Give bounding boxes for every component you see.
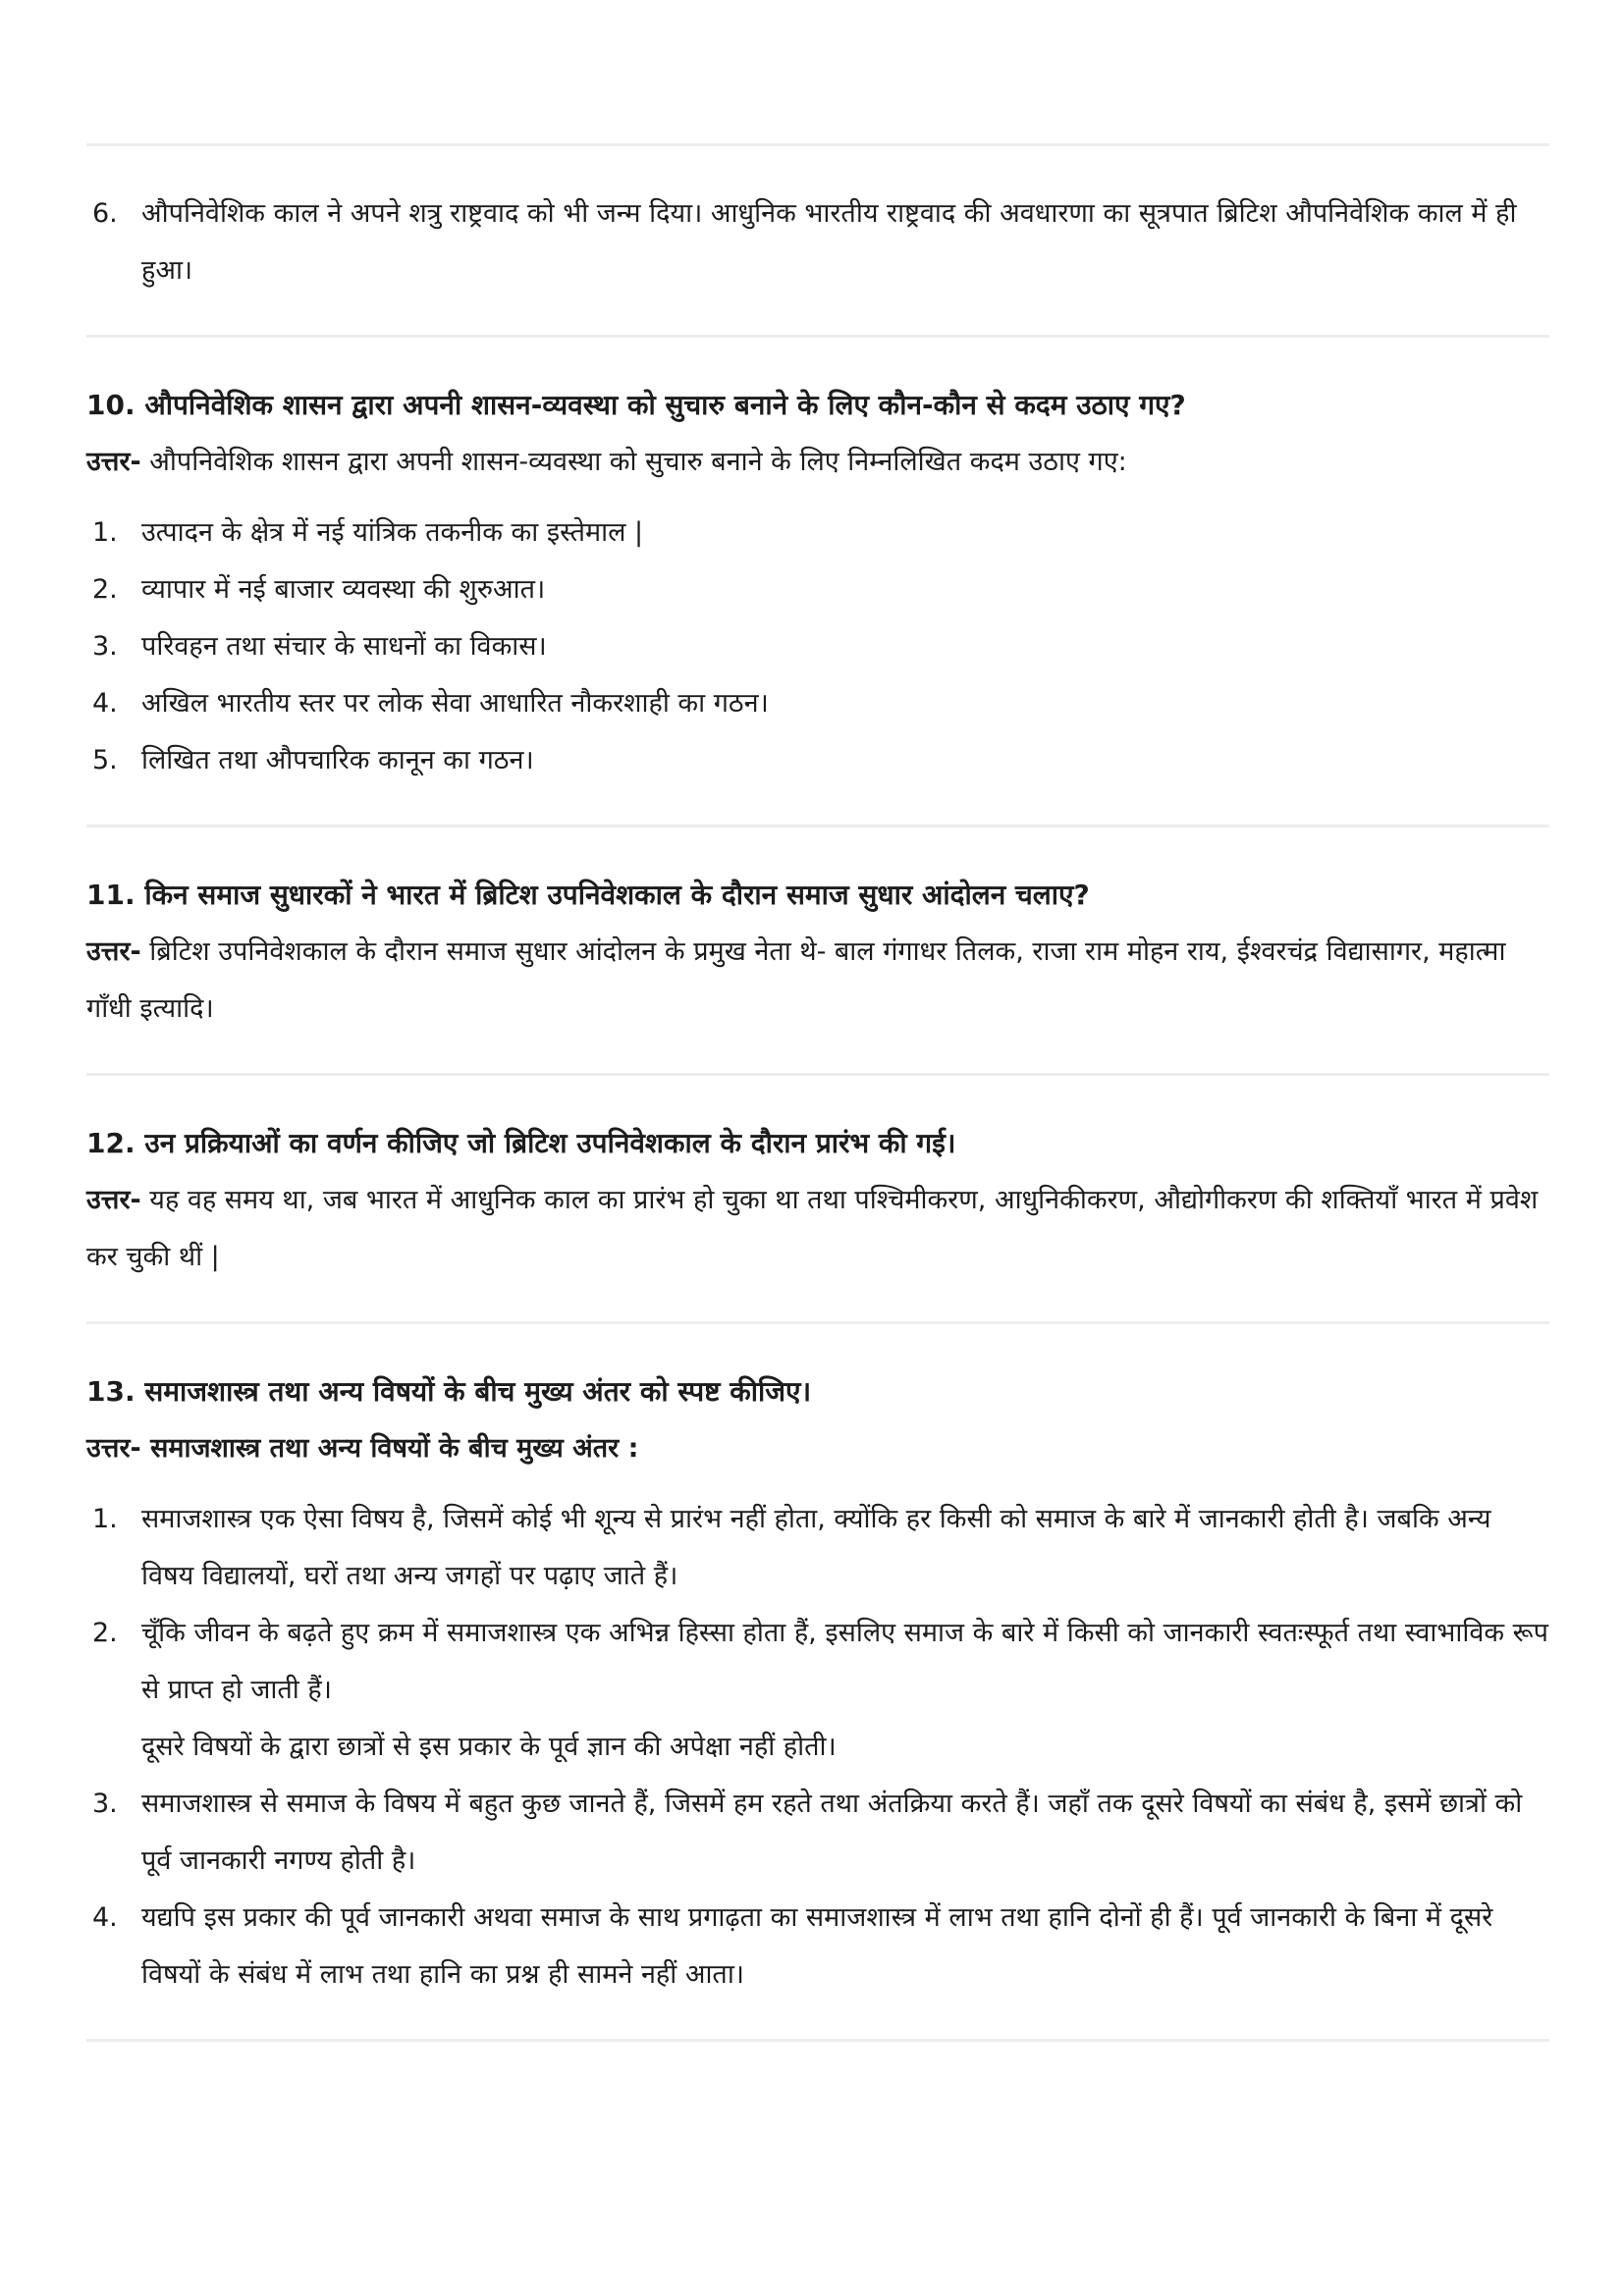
list-item bbox=[86, 505, 1549, 561]
question-heading: 13. समाजशास्त्र तथा अन्य विषयों के बीच मुख्य अंतर को स्पष्ट कीजिए। bbox=[86, 1375, 812, 1408]
question-heading: 10. औपनिवेशिक शासन द्वारा अपनी शासन-व्यवस्था को सुचारु बनाने के लिए कौन-कौन से कदम उठाए गए? bbox=[86, 389, 1186, 421]
list-item bbox=[86, 675, 1549, 732]
list-number: 2. bbox=[92, 574, 118, 605]
question-block-11 bbox=[86, 867, 1549, 1038]
list-number: 1. bbox=[92, 517, 118, 548]
list-extra-text: दूसरे विषयों के द्वारा छात्रों से इस प्रकार के पूर्व ज्ञान की अपेक्षा नहीं होती। bbox=[141, 1732, 837, 1762]
list-text: परिवहन तथा संचार के साधनों का विकास। bbox=[141, 631, 547, 662]
list-item bbox=[86, 732, 1549, 789]
list-number: 4. bbox=[92, 1902, 118, 1933]
list-item bbox=[86, 186, 1549, 299]
list-text: औपनिवेशिक काल ने अपने शत्रु राष्ट्रवाद को भी जन्म दिया। आधुनिक भारतीय राष्ट्रवाद की अवधारणा का सूत्रपात ब्रिटिश औपनिवेशिक काल में ही हुआ। bbox=[141, 198, 1517, 286]
list-text: यद्यपि इस प्रकार की पूर्व जानकारी अथवा समाज के साथ प्रगाढ़ता का समाजशास्त्र में लाभ तथा हानि दोनों ही हैं। पूर्व जानकारी के बिना में दूसरे विषयों के संबंध में लाभ तथा हानि का प्रश्न ही सामने नहीं आता। bbox=[141, 1902, 1493, 1990]
list-text: अखिल भारतीय स्तर पर लोक सेवा आधारित नौकरशाही का गठन। bbox=[141, 688, 769, 719]
list-item bbox=[86, 1491, 1549, 1605]
list-number: 6. bbox=[92, 198, 118, 229]
answer-list bbox=[86, 1491, 1549, 2003]
list-number: 3. bbox=[92, 631, 118, 662]
list-item bbox=[86, 1776, 1549, 1890]
answer-body: यह वह समय था, जब भारत में आधुनिक काल का प्रारंभ हो चुका था तथा पश्चिमीकरण, आधुनिकीकरण, औद्योगीकरण की शक्तियाँ भारत में प्रवेश कर चुकी थीं | bbox=[86, 1185, 1539, 1272]
intro-list bbox=[86, 186, 1549, 299]
list-item bbox=[86, 561, 1549, 618]
list-number: 4. bbox=[92, 688, 118, 719]
list-text: उत्पादन के क्षेत्र में नई यांत्रिक तकनीक का इस्तेमाल | bbox=[141, 517, 644, 548]
list-number: 2. bbox=[92, 1618, 118, 1648]
answer-text bbox=[86, 924, 1549, 1038]
list-text: समाजशास्त्र एक ऐसा विषय है, जिसमें कोई भी शून्य से प्रारंभ नहीं होता, क्योंकि हर किसी को समाज के बारे में जानकारी होती है। जबकि अन्य विषय विद्यालयों, घरों तथा अन्य जगहों पर पढ़ाए जाते हैं। bbox=[141, 1504, 1491, 1591]
question-block-12 bbox=[86, 1115, 1549, 1286]
answer-text: उत्तर- समाजशास्त्र तथा अन्य विषयों के बीच मुख्य अंतर : bbox=[86, 1433, 639, 1464]
list-number: 1. bbox=[92, 1504, 118, 1534]
answer-list bbox=[86, 505, 1549, 789]
list-text: व्यापार में नई बाजार व्यवस्था की शुरुआत। bbox=[141, 574, 546, 605]
list-number: 3. bbox=[92, 1789, 118, 1819]
answer-text bbox=[86, 434, 1549, 491]
answer-body: औपनिवेशिक शासन द्वारा अपनी शासन-व्यवस्था को सुचारु बनाने के लिए निम्नलिखित कदम उठाए गए: bbox=[140, 447, 1127, 477]
list-item bbox=[86, 1890, 1549, 2003]
answer-label: उत्तर- bbox=[86, 936, 141, 967]
answer-label: उत्तर- bbox=[86, 1185, 141, 1215]
question-block-13 bbox=[86, 1363, 1549, 2003]
list-text: लिखित तथा औपचारिक कानून का गठन। bbox=[141, 745, 534, 775]
question-block-10 bbox=[86, 377, 1549, 789]
list-item bbox=[86, 618, 1549, 675]
list-text: समाजशास्त्र से समाज के विषय में बहुत कुछ जानते हैं, जिसमें हम रहते तथा अंतक्रिया करते हैं। जहाँ तक दूसरे विषयों का संबंध है, इसमें छात्रों को पूर्व जानकारी नगण्य होती है। bbox=[141, 1789, 1523, 1876]
question-heading: 11. किन समाज सुधारकों ने भारत में ब्रिटिश उपनिवेशकाल के दौरान समाज सुधार आंदोलन चलाए? bbox=[86, 879, 1090, 911]
question-heading: 12. उन प्रक्रियाओं का वर्णन कीजिए जो ब्रिटिश उपनिवेशकाल के दौरान प्रारंभ की गई। bbox=[86, 1127, 956, 1159]
answer-text bbox=[86, 1172, 1549, 1286]
document-page bbox=[86, 0, 1549, 2042]
section-divider bbox=[86, 2039, 1549, 2042]
answer-label: उत्तर- bbox=[86, 447, 141, 477]
list-number: 5. bbox=[92, 745, 118, 775]
answer-body: ब्रिटिश उपनिवेशकाल के दौरान समाज सुधार आंदोलन के प्रमुख नेता थे- बाल गंगाधर तिलक, राजा राम मोहन राय, ईश्वरचंद्र विद्यासागर, महात्मा गाँधी इत्यादि। bbox=[86, 936, 1506, 1024]
list-text: चूँकि जीवन के बढ़ते हुए क्रम में समाजशास्त्र एक अभिन्न हिस्सा होता हैं, इसलिए समाज के बारे में किसी को जानकारी स्वतःस्फूर्त तथा स्वाभाविक रूप से प्राप्त हो जाती हैं। bbox=[141, 1618, 1548, 1705]
list-item bbox=[86, 1605, 1549, 1776]
